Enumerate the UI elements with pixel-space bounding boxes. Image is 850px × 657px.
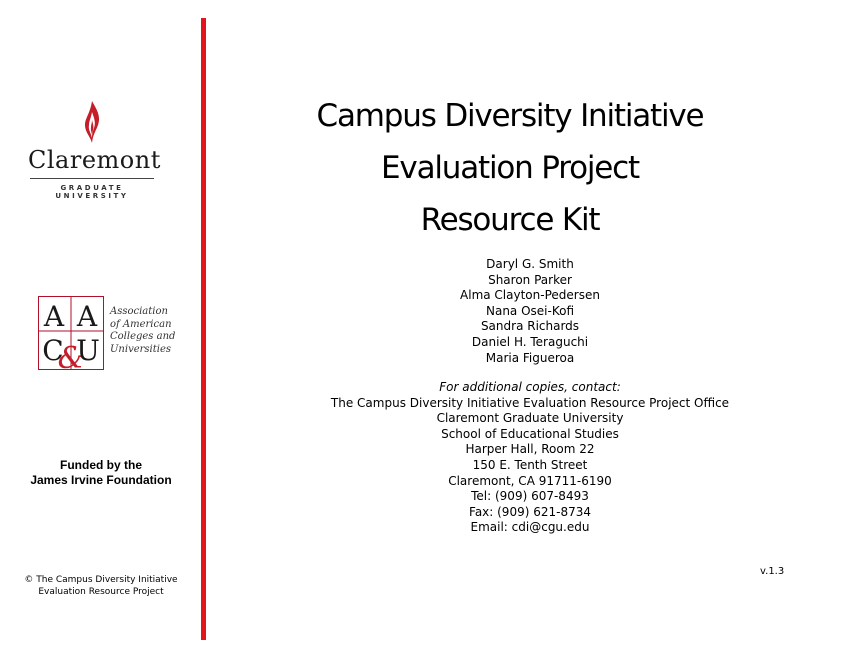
contact-block bbox=[300, 380, 760, 536]
contact-line: Harper Hall, Room 22 bbox=[465, 442, 595, 457]
contact-line: The Campus Diversity Initiative Evaluation Resource Project Office bbox=[330, 395, 730, 410]
contact-heading: For additional copies, contact: bbox=[439, 380, 621, 394]
aacu-ampersand: & bbox=[57, 341, 85, 372]
aacu-text-line: Association bbox=[110, 306, 168, 317]
copyright-line-2: Evaluation Resource Project bbox=[38, 587, 164, 597]
aacu-text-line: Universities bbox=[110, 343, 172, 355]
aacu-letter-u: U bbox=[76, 334, 100, 367]
funded-line-1: Funded by the bbox=[60, 458, 142, 472]
author-name: Sharon Parker bbox=[488, 272, 572, 287]
copyright-notice bbox=[0, 574, 202, 598]
contact-line: Claremont Graduate University bbox=[436, 411, 624, 426]
contact-line: School of Educational Studies bbox=[441, 426, 619, 441]
aacu-letter-a2: A bbox=[76, 300, 98, 333]
contact-line: Tel: (909) 607-8493 bbox=[471, 489, 589, 504]
aacu-letter-a1: A bbox=[43, 300, 65, 333]
vertical-red-rule bbox=[201, 18, 206, 640]
title-line-1: Campus Diversity Initiative bbox=[316, 98, 704, 134]
contact-line: Fax: (909) 621-8734 bbox=[469, 504, 591, 519]
aacu-letter-c: C bbox=[42, 334, 64, 367]
contact-line: 150 E. Tenth Street bbox=[472, 457, 588, 472]
aacu-logo-text bbox=[110, 306, 175, 356]
aacu-text-line: of American bbox=[110, 318, 172, 330]
title-line-2: Evaluation Project bbox=[381, 150, 639, 186]
funded-line-2: James Irvine Foundation bbox=[30, 473, 172, 487]
funding-credit bbox=[0, 458, 202, 488]
claremont-logo-subtitle: GRADUATE UNIVERSITY bbox=[55, 184, 129, 200]
author-list bbox=[380, 257, 680, 366]
author-name: Daniel H. Teraguchi bbox=[471, 334, 589, 349]
author-name: Sandra Richards bbox=[480, 319, 580, 334]
claremont-logo-name: Claremont bbox=[28, 146, 161, 174]
author-name: Maria Figueroa bbox=[485, 350, 575, 365]
author-name: Nana Osei-Kofi bbox=[485, 303, 575, 318]
contact-email: Email: cdi@cgu.edu bbox=[470, 520, 590, 535]
claremont-logo bbox=[28, 100, 161, 200]
author-name: Alma Clayton-Pedersen bbox=[460, 288, 600, 303]
aacu-monogram bbox=[38, 296, 104, 372]
flame-icon bbox=[81, 100, 103, 144]
copyright-line-1: © The Campus Diversity Initiative bbox=[24, 575, 178, 585]
claremont-logo-divider bbox=[30, 178, 154, 179]
aacu-text-line: Colleges and bbox=[110, 331, 176, 342]
title-line-3: Resource Kit bbox=[420, 202, 600, 238]
author-name: Daryl G. Smith bbox=[486, 257, 574, 271]
contact-line: Claremont, CA 91711-6190 bbox=[448, 473, 612, 488]
version-label: v.1.3 bbox=[760, 566, 785, 577]
aacu-logo bbox=[38, 296, 178, 371]
document-title bbox=[250, 90, 770, 246]
